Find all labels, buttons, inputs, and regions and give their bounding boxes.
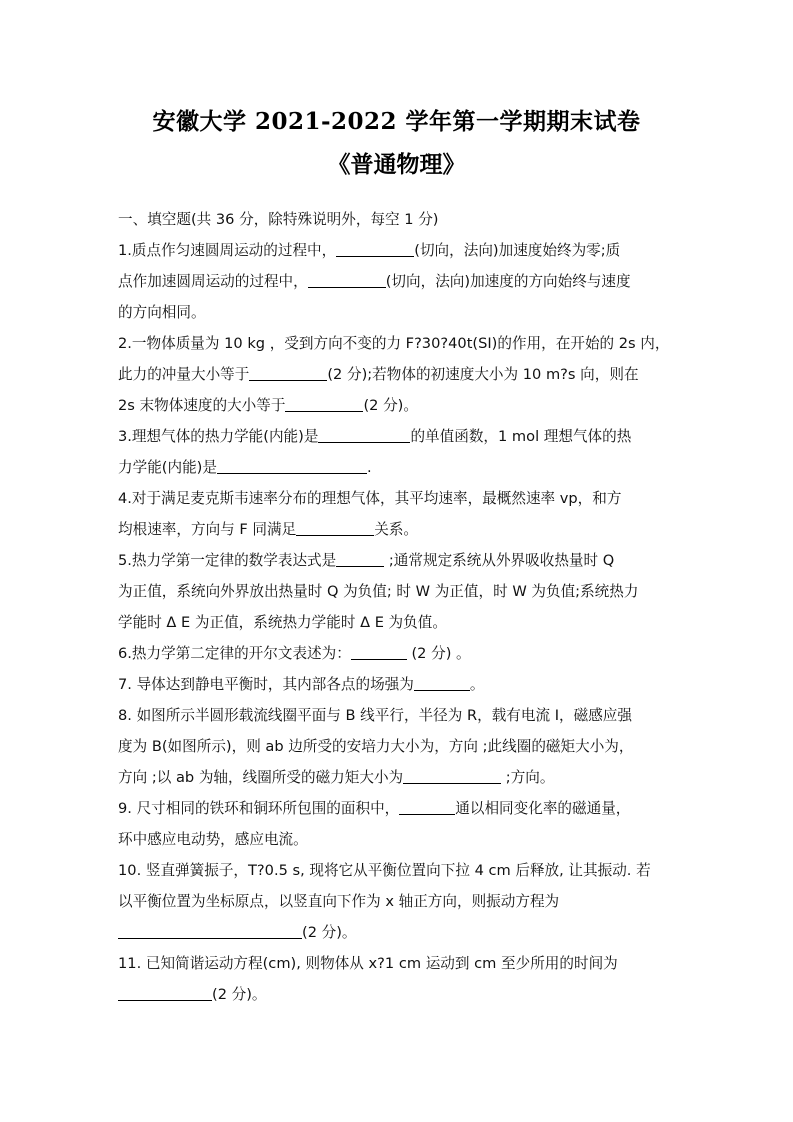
answer-blank [403, 768, 501, 784]
answer-blank [118, 923, 302, 939]
exam-subtitle: 《普通物理》 [327, 151, 466, 178]
question-11-line-2: (2 分)。 [118, 979, 676, 1010]
question-10-line-3: (2 分)。 [118, 917, 676, 948]
answer-blank [118, 985, 212, 1001]
question-8-line-3: 方向 ;以 ab 为轴，线圈所受的磁力矩大小为 ;方向。 [118, 769, 555, 786]
question-8-line-1: 8. 如图所示半圆形载流线圈平面与 B 线平行，半径为 R，载有电流 I，磁感应强 [118, 707, 632, 724]
exam-body [118, 204, 676, 1010]
question-5-line-3: 学能时 Δ E 为正值，系统热力学能时 Δ E 为负值。 [118, 614, 447, 631]
question-3-line-1: 3.理想气体的热力学能(内能)是 的单值函数，1 mol 理想气体的热 [118, 428, 632, 445]
answer-blank [308, 272, 386, 288]
question-4-line-2: 均根速率，方向与 F 同满足 关系。 [118, 521, 419, 538]
question-9-line-1: 9. 尺寸相同的铁环和铜环所包围的面积中， 通以相同变化率的磁通量， [118, 800, 631, 817]
question-10-line-1: 10. 竖直弹簧振子，T?0.5 s, 现将它从平衡位置向下拉 4 cm 后释放, 让其振动. 若 [118, 862, 651, 879]
answer-blank [296, 520, 374, 536]
question-5-line-2: 为正值，系统向外界放出热量时 Q 为负值; 时 W 为正值，时 W 为负值;系统热力 [118, 583, 639, 600]
question-1-line-1: 1.质点作匀速圆周运动的过程中， (切向，法向)加速度始终为零;质 [118, 242, 621, 259]
question-6: 6.热力学第二定律的开尔文表述为： (2 分) 。 [118, 645, 471, 662]
exam-title: 安徽大学 2021-2022 学年第一学期期末试卷 [152, 108, 641, 135]
answer-blank [318, 427, 410, 443]
question-2-line-1: 2.一物体质量为 10 kg ，受到方向不变的力 F?30?40t(SI)的作用，在开始的 2s 内， [118, 335, 670, 352]
section-header: 一、填空题(共 36 分，除特殊说明外，每空 1 分) [118, 211, 439, 228]
answer-blank [217, 458, 367, 474]
question-2-line-2: 此力的冲量大小等于 (2 分);若物体的初速度大小为 10 m?s 向，则在 [118, 366, 639, 383]
answer-blank [351, 644, 407, 660]
answer-blank [414, 675, 470, 691]
question-1-line-3: 的方向相同。 [118, 304, 206, 321]
answer-blank [285, 396, 363, 412]
answer-blank [249, 365, 327, 381]
question-5-line-1: 5.热力学第一定律的数学表达式是 ;通常规定系统从外界吸收热量时 Q [118, 552, 615, 569]
question-1-line-2: 点作加速圆周运动的过程中， (切向，法向)加速度的方向始终与速度 [118, 273, 631, 290]
question-7: 7. 导体达到静电平衡时，其内部各点的场强为 。 [118, 676, 485, 693]
question-2-line-3: 2s 末物体速度的大小等于 (2 分)。 [118, 397, 418, 414]
answer-blank [336, 241, 414, 257]
answer-blank [336, 551, 384, 567]
question-11-line-1: 11. 已知简谐运动方程(cm), 则物体从 x?1 cm 运动到 cm 至少所用的时间为 [118, 955, 618, 972]
question-8-line-2: 度为 B(如图所示)，则 ab 边所受的安培力大小为，方向 ;此线圈的磁矩大小为， [118, 738, 634, 755]
question-3-line-2: 力学能(内能)是 . [118, 459, 372, 476]
answer-blank [399, 799, 455, 815]
question-10-line-2: 以平衡位置为坐标原点，以竖直向下作为 x 轴正方向，则振动方程为 [118, 893, 560, 910]
question-9-line-2: 环中感应电动势，感应电流。 [118, 831, 308, 848]
question-4-line-1: 4.对于满足麦克斯韦速率分布的理想气体，其平均速率，最概然速率 vp，和方 [118, 490, 622, 507]
